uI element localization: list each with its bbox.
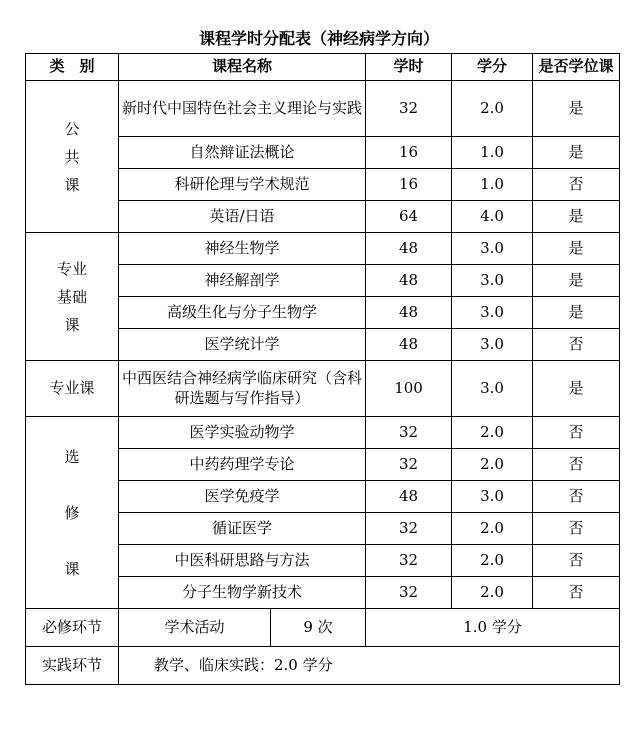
course-hours: 32 <box>366 417 452 449</box>
course-credits: 2.0 <box>452 81 533 137</box>
required-label: 必修环节 <box>26 609 119 647</box>
required-activity: 学术活动 <box>119 609 271 647</box>
course-hours: 48 <box>366 481 452 513</box>
course-hours: 32 <box>366 513 452 545</box>
course-table <box>25 53 620 685</box>
course-name: 自然辩证法概论 <box>119 137 366 169</box>
course-credits: 3.0 <box>452 297 533 329</box>
category-major: 专业课 <box>26 361 119 417</box>
course-degree: 否 <box>533 481 620 513</box>
table-row <box>26 81 620 137</box>
course-credits: 3.0 <box>452 265 533 297</box>
table-row <box>26 417 620 449</box>
course-hours: 48 <box>366 329 452 361</box>
course-hours: 32 <box>366 449 452 481</box>
category-public: 公 共 课 <box>26 81 119 233</box>
course-credits: 1.0 <box>452 169 533 201</box>
course-hours: 16 <box>366 169 452 201</box>
course-degree: 否 <box>533 577 620 609</box>
practice-row <box>26 647 620 685</box>
category-foundation: 专业 基础 课 <box>26 233 119 361</box>
course-credits: 4.0 <box>452 201 533 233</box>
required-credits: 1.0 学分 <box>366 609 620 647</box>
course-degree: 是 <box>533 201 620 233</box>
course-name: 医学实验动物学 <box>119 417 366 449</box>
course-credits: 3.0 <box>452 233 533 265</box>
course-name: 中医科研思路与方法 <box>119 545 366 577</box>
course-credits: 2.0 <box>452 545 533 577</box>
header-degree: 是否学位课 <box>533 54 620 81</box>
course-name: 分子生物学新技术 <box>119 577 366 609</box>
practice-label: 实践环节 <box>26 647 119 685</box>
course-degree: 是 <box>533 233 620 265</box>
course-hours: 16 <box>366 137 452 169</box>
category-elective: 选 修 课 <box>26 417 119 609</box>
course-name: 神经解剖学 <box>119 265 366 297</box>
course-name: 中药药理学专论 <box>119 449 366 481</box>
course-name: 高级生化与分子生物学 <box>119 297 366 329</box>
course-degree: 是 <box>533 361 620 417</box>
required-times: 9 次 <box>271 609 366 647</box>
course-credits: 1.0 <box>452 137 533 169</box>
course-name: 中西医结合神经病学临床研究（含科研选题与写作指导） <box>119 361 366 417</box>
header-row <box>26 54 620 81</box>
course-credits: 2.0 <box>452 449 533 481</box>
course-hours: 48 <box>366 297 452 329</box>
course-name: 新时代中国特色社会主义理论与实践 <box>119 81 366 137</box>
course-hours: 64 <box>366 201 452 233</box>
course-credits: 2.0 <box>452 513 533 545</box>
course-degree: 否 <box>533 449 620 481</box>
course-credits: 2.0 <box>452 417 533 449</box>
course-degree: 是 <box>533 297 620 329</box>
header-category: 类 别 <box>26 54 119 81</box>
course-degree: 否 <box>533 169 620 201</box>
course-degree: 否 <box>533 545 620 577</box>
course-hours: 32 <box>366 81 452 137</box>
course-hours: 48 <box>366 233 452 265</box>
course-name: 英语/日语 <box>119 201 366 233</box>
course-hours: 100 <box>366 361 452 417</box>
table-row <box>26 361 620 417</box>
course-credits: 3.0 <box>452 329 533 361</box>
header-hours: 学时 <box>366 54 452 81</box>
course-degree: 否 <box>533 329 620 361</box>
course-hours: 32 <box>366 545 452 577</box>
course-degree: 是 <box>533 137 620 169</box>
course-degree: 是 <box>533 265 620 297</box>
course-name: 科研伦理与学术规范 <box>119 169 366 201</box>
required-row <box>26 609 620 647</box>
course-hours: 32 <box>366 577 452 609</box>
course-credits: 2.0 <box>452 577 533 609</box>
course-name: 循证医学 <box>119 513 366 545</box>
course-degree: 否 <box>533 417 620 449</box>
course-degree: 否 <box>533 513 620 545</box>
course-credits: 3.0 <box>452 361 533 417</box>
course-name: 医学免疫学 <box>119 481 366 513</box>
course-credits: 3.0 <box>452 481 533 513</box>
course-name: 医学统计学 <box>119 329 366 361</box>
header-course: 课程名称 <box>119 54 366 81</box>
page-title: 课程学时分配表（神经病学方向） <box>198 29 439 48</box>
practice-text: 教学、临床实践：2.0 学分 <box>119 647 620 685</box>
course-hours: 48 <box>366 265 452 297</box>
header-credits: 学分 <box>452 54 533 81</box>
course-degree: 是 <box>533 81 620 137</box>
table-row <box>26 233 620 265</box>
course-name: 神经生物学 <box>119 233 366 265</box>
